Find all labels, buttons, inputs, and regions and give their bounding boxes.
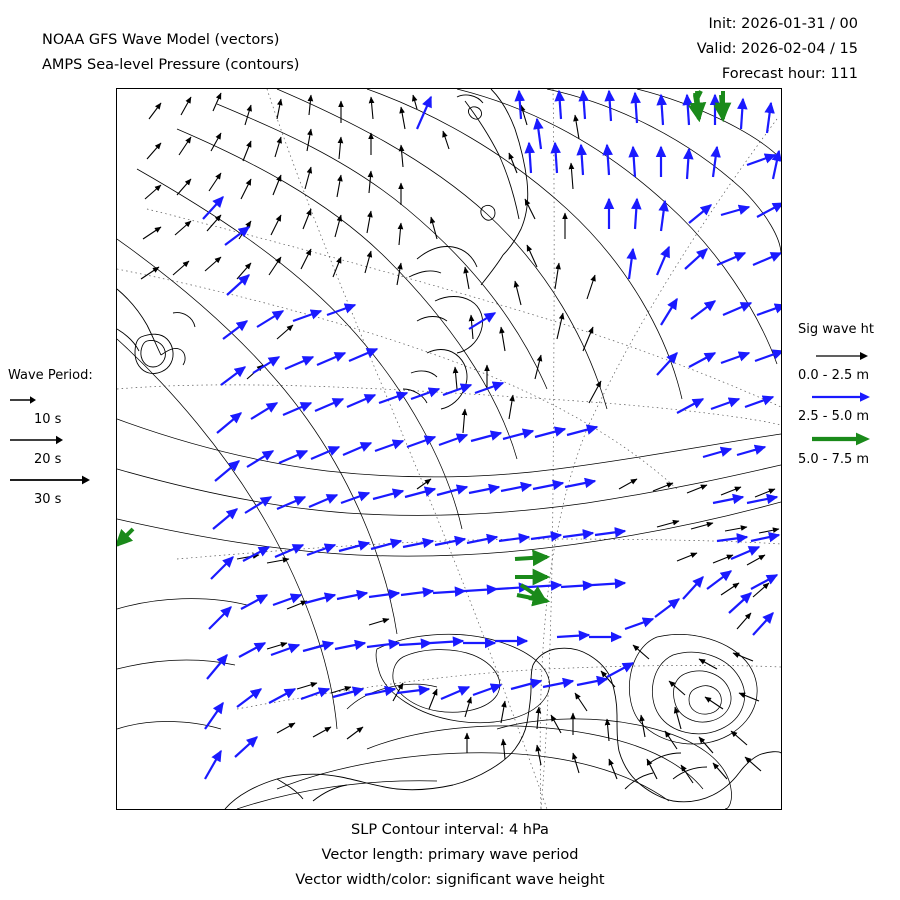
init-time-label: Init: 2026-01-31 / 00 bbox=[708, 16, 858, 32]
wave-period-legend bbox=[8, 368, 112, 513]
sig-wave-height-item-low bbox=[798, 349, 898, 383]
footer-vector-width-color: Vector width/color: significant wave height bbox=[295, 872, 605, 888]
height-label-high: 5.0 - 7.5 m bbox=[798, 452, 870, 467]
footer-vector-length: Vector length: primary wave period bbox=[321, 847, 579, 863]
slp-contours bbox=[117, 89, 781, 809]
period-arrow-20s-icon bbox=[8, 433, 104, 447]
graticule-lines bbox=[117, 89, 781, 809]
map-panel[interactable] bbox=[116, 88, 782, 810]
sig-wave-height-legend bbox=[798, 322, 898, 474]
sig-wave-height-legend-title: Sig wave ht bbox=[798, 322, 875, 337]
sig-wave-height-item-mid bbox=[798, 390, 898, 424]
wave-vectors-high bbox=[117, 91, 723, 601]
height-label-low: 0.0 - 2.5 m bbox=[798, 368, 870, 383]
period-label-10s: 10 s bbox=[34, 412, 62, 427]
wave-period-legend-item-30s bbox=[8, 473, 112, 507]
sig-wave-height-item-high bbox=[798, 431, 898, 467]
model-title-line-2: AMPS Sea-level Pressure (contours) bbox=[42, 57, 300, 73]
wave-period-legend-item-10s bbox=[8, 393, 112, 427]
wave-period-legend-item-20s bbox=[8, 433, 112, 467]
forecast-hour-label: Forecast hour: 111 bbox=[721, 66, 858, 82]
height-arrow-high-icon bbox=[798, 431, 890, 447]
wave-period-legend-title: Wave Period: bbox=[8, 368, 93, 383]
period-arrow-30s-icon bbox=[8, 473, 104, 487]
height-arrow-low-icon bbox=[798, 349, 890, 363]
coastlines bbox=[117, 89, 781, 809]
wave-vectors-mid bbox=[203, 91, 781, 779]
map-canvas bbox=[117, 89, 781, 809]
map-footer-notes bbox=[0, 818, 900, 893]
period-arrow-10s-icon bbox=[8, 393, 104, 407]
header-left-title bbox=[42, 28, 299, 78]
height-arrow-mid-icon bbox=[798, 390, 890, 404]
header-right-metadata bbox=[697, 12, 858, 87]
period-label-30s: 30 s bbox=[34, 492, 62, 507]
valid-time-label: Valid: 2026-02-04 / 15 bbox=[696, 41, 858, 57]
model-title-line-1: NOAA GFS Wave Model (vectors) bbox=[42, 32, 280, 48]
height-label-mid: 2.5 - 5.0 m bbox=[798, 409, 870, 424]
footer-contour-interval: SLP Contour interval: 4 hPa bbox=[351, 822, 549, 838]
period-label-20s: 20 s bbox=[34, 452, 62, 467]
